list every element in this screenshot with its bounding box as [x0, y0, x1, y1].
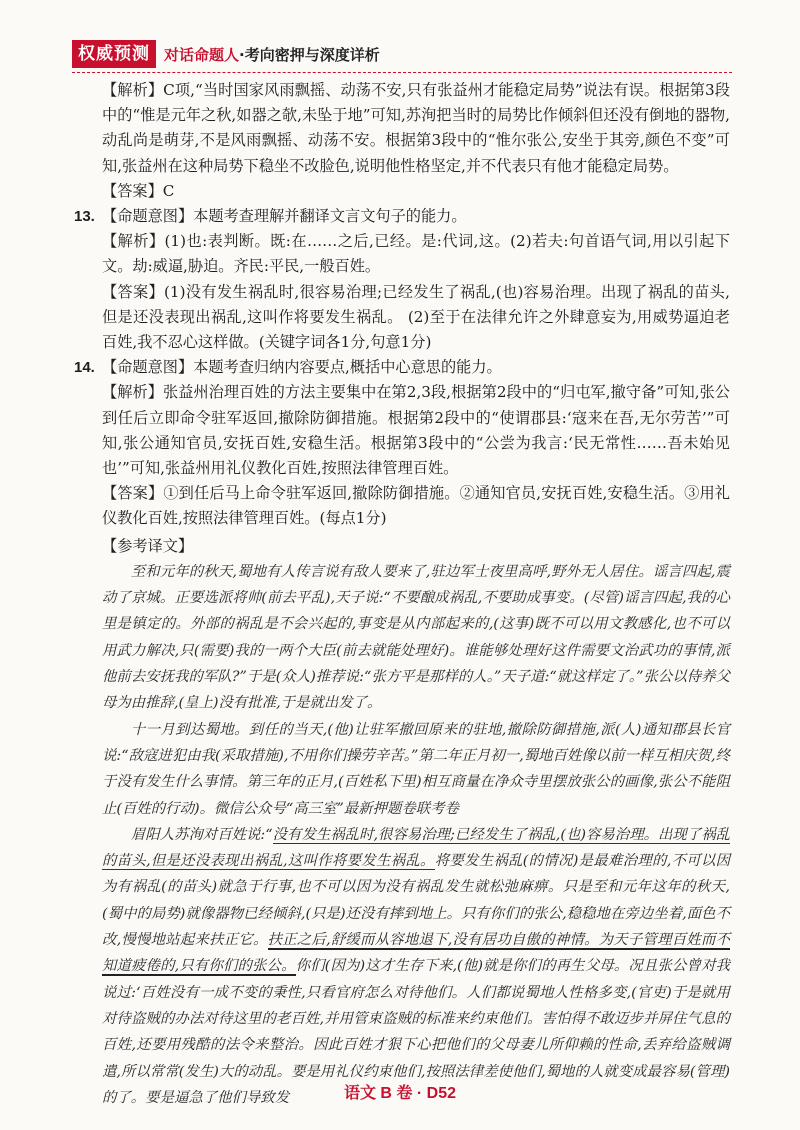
- translation-para-2: 十一月到达蜀地。到任的当天,(他)让驻军撤回原来的驻地,撤除防御措施,派(人)通知郡县长官说:“敌寇进犯由我(采取措施),不用你们操劳辛苦。”第二年正月初一,蜀地百姓像以前一样互相庆贺,终于没有发生什么事情。第三年的正月,(百姓私下里)相互商量在净众寺里摆放张公的画像,张公不能阻止(百姓的行动)。微信公众号“高三室”最新押题卷联考卷: [102, 721, 730, 817]
- q12-answer: 【答案】C: [102, 181, 175, 200]
- header-subtitle-rest: ·考向密押与深度详析: [239, 46, 380, 64]
- page-footer: 语文 B 卷 · D52: [343, 1085, 457, 1102]
- reference-translation: [80, 534, 730, 1111]
- underlined-passage-1: 没有发生祸乱时,很容易治理;已经发生了祸乱,(也)容易治理。出现了祸乱的苗头,但是还没表现出祸乱,这叫作将要发生祸乱。: [102, 826, 730, 870]
- q13-intent: 13. 【命题意图】本题考查理解并翻译文言文句子的能力。: [80, 204, 730, 229]
- q14-intent: 14. 【命题意图】本题考查归纳内容要点,概括中心意思的能力。: [80, 355, 730, 380]
- q14-number: 14.: [74, 359, 95, 377]
- question-13: [74, 204, 730, 355]
- translation-para-1: 至和元年的秋天,蜀地有人传言说有敌人要来了,驻边军士夜里高呼,野外无人居住。谣言四起,震动了京城。正要选派将帅(前去平乱),天子说:“不要酿成祸乱,不要助成事变。(尽管)谣言四起,我的心里是镇定的。外部的祸乱是不会兴起的,事变是从内部起来的,(这事)既不可以用文教感化,也不可以用武力解决,只(需要)我的一两个大臣(前去就能处理好)。谁能够处理好这件需要文治武功的事情,派他前去安抚我的军队?”于是(众人)推荐说:“张方平是那样的人。”天子道:“就这样定了。”张公以侍养父母为由推辞,(皇上)没有批准,于是就出发了。: [102, 563, 730, 712]
- translation-para-3: 眉阳人苏洵对百姓说:“没有发生祸乱时,很容易治理;已经发生了祸乱,(也)容易治理。出现了祸乱的苗头,但是还没表现出祸乱,这叫作将要发生祸乱。将要发生祸乱(的情况)是最难治理的,不可以因为有祸乱(的苗头)就急于行事,也不可以因为没有祸乱发生就松弛麻痹。只是至和元年这年的秋天,(蜀中的局势)就像器物已经倾斜,(只是)还没有摔到地上。只有你们的张公,稳稳地在旁边坐着,面色不改,慢慢地站起来扶正它。扶正之后,舒缓而从容地退下,没有居功自傲的神情。为天子管理百姓而不知道疲倦的,只有你们的张公。你们(因为)这才生存下来,(他)就是你们的再生父母。况且张公曾对我说过:‘百姓没有一成不变的秉性,只看官府怎么对待他们。人们都说蜀地人性格多变,(官吏)于是就用对待盗贼的办法对待这里的老百姓,并用管束盗贼的标准来约束他们。害怕得不敢迈步并屏住气息的百姓,还要用残酷的法令来整治。因此百姓才狠下心把他们的父母妻儿所仰赖的性命,丢弃给盗贼调遣,所以常常(发生)大的动乱。要是用礼仪约束他们,按照法律差使他们,蜀地的人就变成最容易(管理)的了。要是逼急了他们导致发: [102, 826, 730, 1106]
- page-content: [74, 78, 730, 1111]
- header-subtitle: [164, 44, 380, 65]
- q13-analysis: 【解析】(1)也:表判断。既:在……之后,已经。是:代词,这。(2)若夫:句首语气词,用以引起下文。劫:威逼,胁迫。齐民:平民,一般百姓。: [102, 232, 730, 276]
- brand-badge: 权威预测: [72, 40, 156, 68]
- translation-heading: 【参考译文】: [102, 536, 194, 555]
- header-divider: [72, 72, 732, 73]
- page-header: [72, 34, 732, 72]
- header-subtitle-red: 对话命题人: [164, 46, 240, 64]
- q13-answer: 【答案】(1)没有发生祸乱时,很容易治理;已经发生了祸乱,(也)容易治理。出现了祸乱的苗头,但是还没表现出祸乱,这叫作将要发生祸乱。 (2)至于在法律允许之外肆意妄为,用威势逼迫老百姓,我不忍心这样做。(关键字词各1分,句意1分): [102, 282, 730, 352]
- underlined-passage-2: 扶正之后,舒缓而从容地退下,没有居功自傲的神情。为天子管理百姓而不知道疲倦的,只有你们的张公。: [102, 932, 730, 975]
- q12-analysis: 【解析】C项,“当时国家风雨飘摇、动荡不安,只有张益州才能稳定局势”说法有误。根据第3段中的“惟是元年之秋,如器之欹,未坠于地”可知,苏洵把当时的局势比作倾斜但还没有倒地的器物,动乱尚是萌芽,不是风雨飘摇、动荡不安。根据第3段中的“惟尔张公,安坐于其旁,颜色不变”可知,张益州在这种局势下稳坐不改脸色,说明他性格坚定,并不代表只有他才能稳定局势。: [102, 81, 730, 175]
- question-14: [74, 355, 730, 531]
- q14-answer: 【答案】①到任后马上命令驻军返回,撤除防御措施。②通知官员,安抚百姓,安稳生活。③用礼仪教化百姓,按照法律管理百姓。(每点1分): [102, 484, 730, 528]
- q13-number: 13.: [74, 208, 95, 226]
- q14-analysis: 【解析】张益州治理百姓的方法主要集中在第2,3段,根据第2段中的“归屯军,撤守备”可知,张公到任后立即命令驻军返回,撤除防御措施。根据第2段中的“使谓郡县:‘寇来在吾,无尔劳苦’”可知,张公通知官员,安抚百姓,安稳生活。根据第3段中的“公尝为我言:‘民无常性……吾未始见也’”可知,张益州用礼仪教化百姓,按照法律管理百姓。: [102, 383, 730, 478]
